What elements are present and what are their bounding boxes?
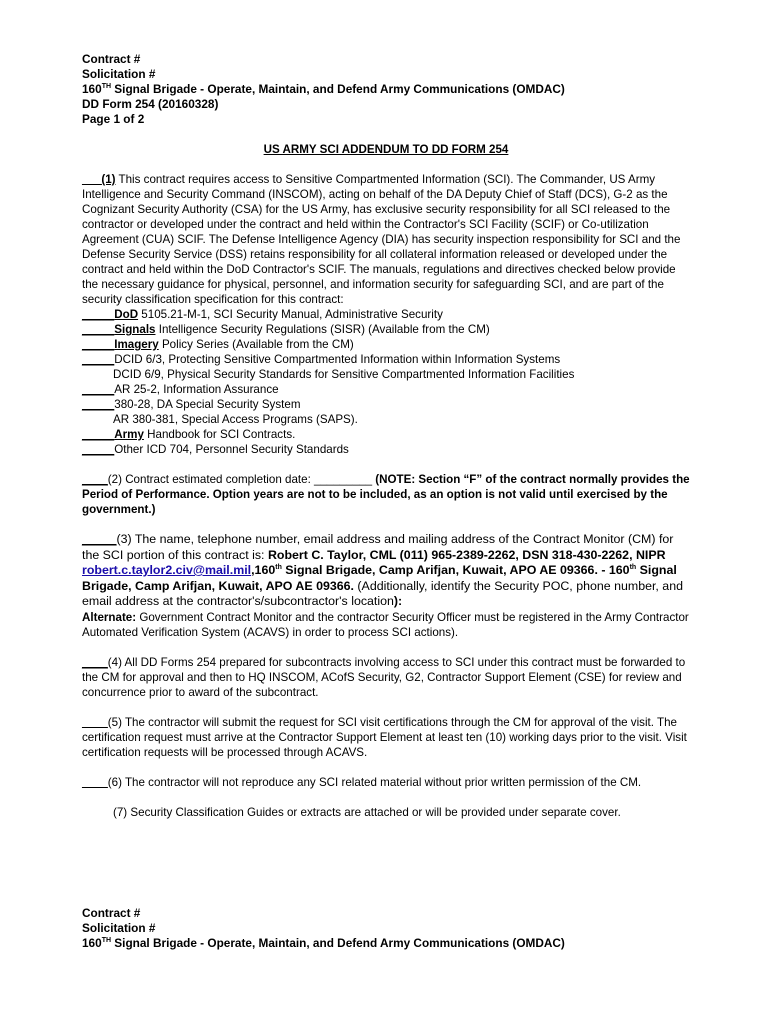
item-5-blank[interactable]: ____ [82, 715, 108, 729]
email-link[interactable]: robert.c.taylor2.civ@mail.mil [82, 563, 252, 577]
document-page [82, 52, 690, 835]
item-7: (7) Security Classification Guides or extracts are attached or will be provided under separate cover. [113, 805, 621, 819]
document-title: US ARMY SCI ADDENDUM TO DD FORM 254 [263, 143, 509, 156]
form-id: DD Form 254 (20160328) [82, 97, 219, 111]
item-3-blank[interactable]: _____ [82, 532, 117, 546]
footer-solicitation: Solicitation # [82, 921, 156, 935]
brigade-line: 160TH Signal Brigade - Operate, Maintain, and Defend Army Communications (OMDAC) [82, 82, 565, 96]
list-item: _____380-28, DA Special Security System [82, 398, 301, 411]
item-6: ____(6) The contractor will not reproduce any SCI related material without prior written permission of the CM. [82, 775, 642, 789]
item-6-blank[interactable]: ____ [82, 775, 108, 789]
footer-contract: Contract # [82, 906, 141, 920]
solicitation-number: Solicitation # [82, 67, 156, 81]
list-item: _____Army Handbook for SCI Contracts. [82, 428, 296, 441]
item-2-blank[interactable]: ____ [82, 473, 108, 486]
list-item: _____DCID 6/3, Protecting Sensitive Compartmented Information within Information Systems [82, 353, 561, 366]
item-1-blank[interactable]: ___ [82, 173, 102, 186]
list-item: _____Imagery Policy Series (Available from the CM) [82, 338, 354, 351]
list-item: _____Other ICD 704, Personnel Security Standards [82, 443, 349, 456]
list-item: _____DoD 5105.21-M-1, SCI Security Manual, Administrative Security [82, 308, 443, 321]
footer-brigade: 160TH Signal Brigade - Operate, Maintain, and Defend Army Communications (OMDAC) [82, 936, 565, 950]
item-3: _____(3) The name, telephone number, email address and mailing address of the Contract Monitor (CM) for the SCI portion of this contract is: Robert C. Taylor, CML (011) 965-2389-2262, DSN 318-430-2262, NIPR robert.c.taylor2.civ@mail.mil,160th Signal Brigade, Camp Arifjan, Kuwait, APO AE 09366. - 160th Signal Brigade, Camp Arifjan, Kuwait, APO AE 09366. (Additionally, identify the Security POC, phone number, and email address at the contractor's/subcontractor's location): Alternate: Government Contract Monitor and the contractor Security Officer must be registered in the Army Contractor Automated Verification System (ACAVS) in order to process SCI actions). [82, 532, 689, 639]
list-item: _____AR 25-2, Information Assurance [82, 383, 279, 396]
item-4-blank[interactable]: ____ [82, 655, 108, 669]
item-4: ____(4) All DD Forms 254 prepared for subcontracts involving access to SCI under this contract must be forwarded to the CM for approval and then to HQ INSCOM, ACofS Security, G2, Contractor Support Element (CSE) for review and concurrence prior to award of the subcontract. [82, 655, 686, 699]
contract-number: Contract # [82, 52, 141, 66]
item-1: ___(1) This contract requires access to Sensitive Compartmented Information (SCI). The Commander, US Army Intelligence and Security Command (INSCOM), acting on behalf of the DA Deputy Chief of Staff (DCS), G-2 as the Cognizant Security Authority (CSA) for the US Army, has exclusive security responsibility for all SCI released to the contractor or developed under the contract and held within the Contractor's SCI Facility (SCIF) or Co-utilization Agreement (CUA) SCIF. The Defense Intelligence Agency (DIA) has security inspection responsibility for SCI and the Defense Security Service (DSS) retains responsibility for all collateral information released or developed under the contract and held within the DoD Contractor's SCIF. The manuals, regulations and directives checked below provide the necessary guidance for physical, personnel, and information security for safeguarding SCI, and are part of the security classification specification for this contract: _____DoD 5105.21-M-1, SCI Security Manual, Administrative Security _____Signals Intelligence Security Regulations (SISR) (Available from the CM) _____Imagery Policy Series (Available from the CM) _____DCID 6/3, Protecting Sensitive Compartmented Information within Information Systems DCID 6/9, Physical Security Standards for Sensitive Compartmented Information Facilities _____AR 25-2, Information Assurance _____380-28, DA Special Security System AR 380-381, Special Access Programs (SAPS). _____Army Handbook for SCI Contracts. _____Other ICD 704, Personnel Security Standards [82, 172, 690, 457]
document-footer [82, 906, 690, 951]
list-item: AR 380-381, Special Access Programs (SAPS). [113, 413, 358, 426]
item-2: ____(2) Contract estimated completion date: _________ (NOTE: Section “F” of the contract normally provides the Period of Performance. Option years are not to be included, as an option is not valid until exercised by the government.) [82, 473, 690, 516]
page-number: Page 1 of 2 [82, 112, 145, 126]
regulations-list [82, 307, 690, 457]
item-5: ____(5) The contractor will submit the request for SCI visit certifications through the CM for approval of the visit. The certification request must arrive at the Contractor Support Element at least ten (10) working days prior to the visit. Visit certification requests will be processed through ACAVS. [82, 715, 687, 759]
list-item: _____Signals Intelligence Security Regulations (SISR) (Available from the CM) [82, 323, 490, 336]
list-item: DCID 6/9, Physical Security Standards for Sensitive Compartmented Information Facilities [113, 368, 575, 381]
document-header [82, 52, 690, 127]
